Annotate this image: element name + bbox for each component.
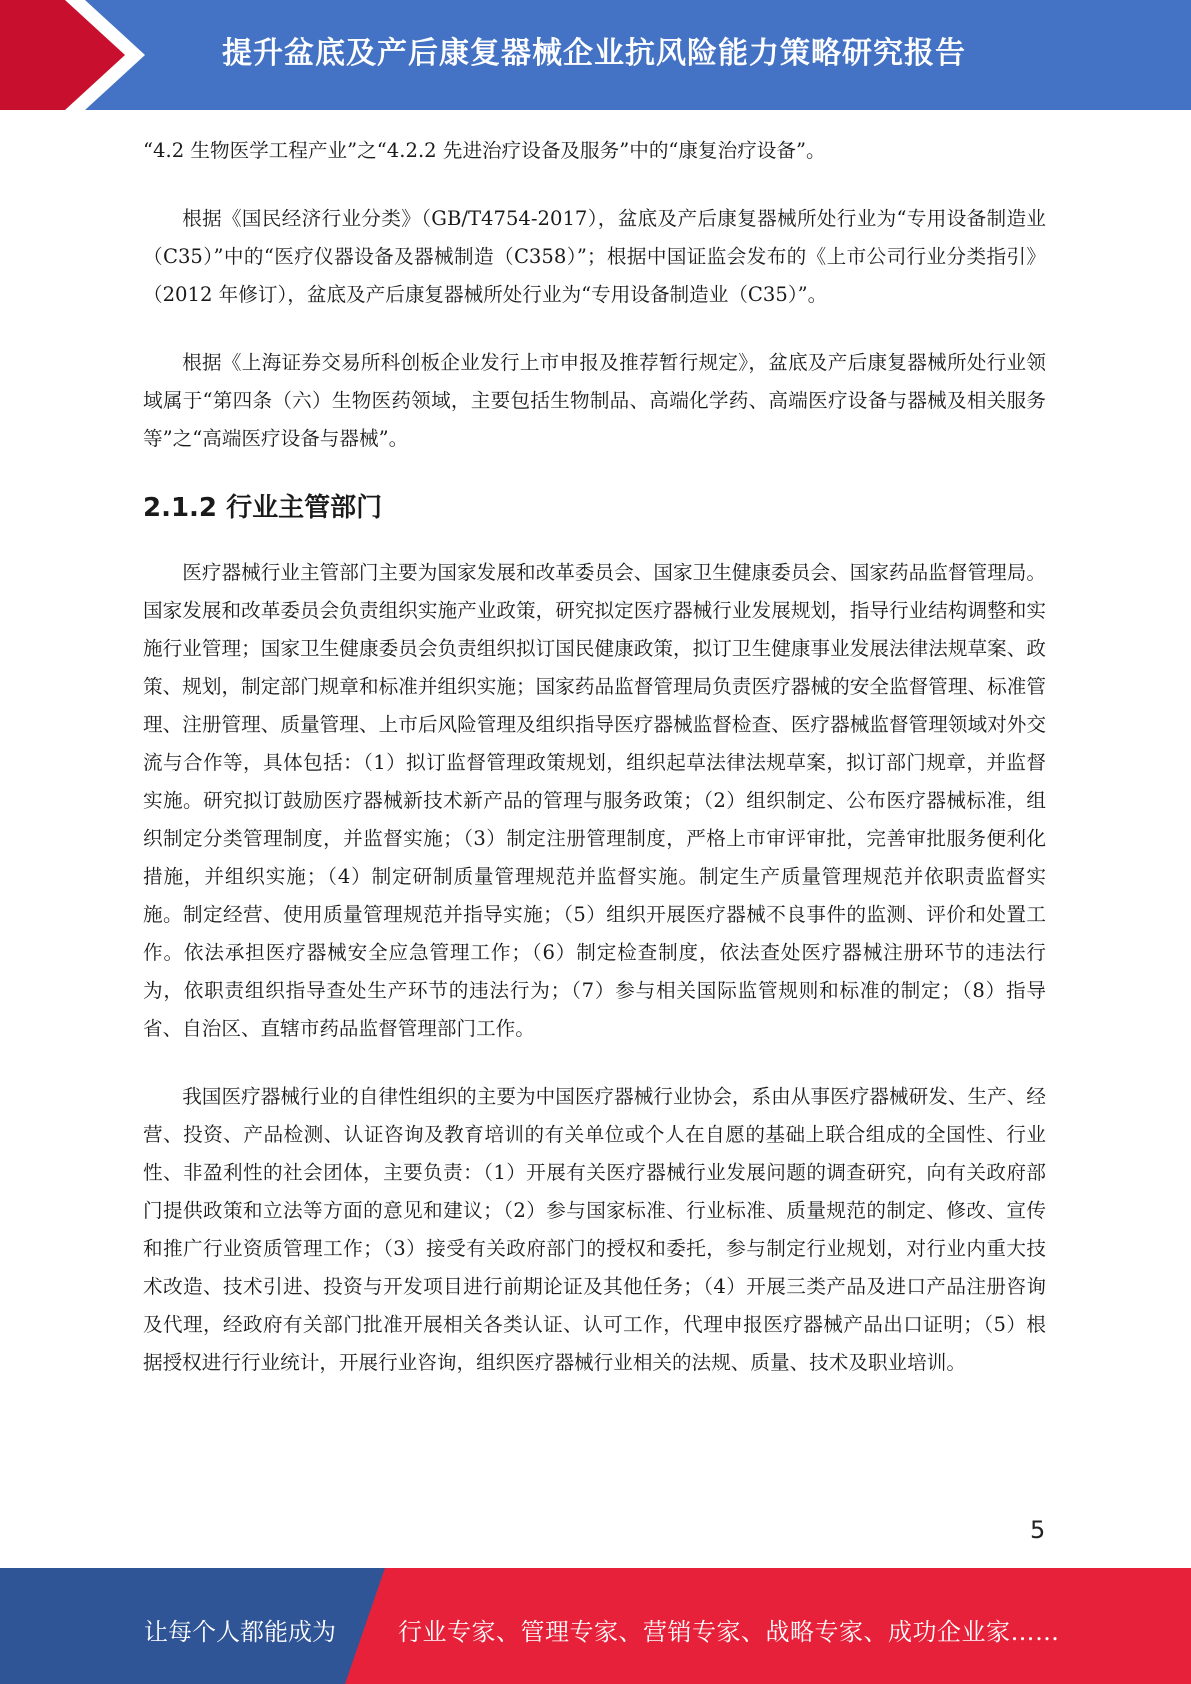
document-body — [143, 132, 1046, 1382]
page-header — [0, 0, 1191, 110]
page-footer — [0, 1568, 1191, 1684]
paragraph-industry-association: 我国医疗器械行业的自律性组织的主要为中国医疗器械行业协会，系由从事医疗器械研发、生产、经营、投资、产品检测、认证咨询及教育培训的有关单位或个人在自愿的基础上联合组成的全国性、行业性、非盈利性的社会团体，主要负责：（1）开展有关医疗器械行业发展问题的调查研究，向有关政府部门提供政策和立法等方面的意见和建议；（2）参与国家标准、行业标准、质量规范的制定、修改、宣传和推广行业资质管理工作；（3）接受有关政府部门的授权和委托，参与制定行业规划，对行业内重大技术改造、技术引进、投资与开发项目进行前期论证及其他任务；（4）开展三类产品及进口产品注册咨询及代理，经政府有关部门批准开展相关各类认证、认可工作，代理申报医疗器械产品出口证明；（5）根据授权进行行业统计，开展行业咨询，组织医疗器械行业相关的法规、质量、技术及职业培训。 — [143, 1085, 1046, 1374]
footer-slogan-right: 行业专家、管理专家、营销专家、战略专家、成功企业家…… — [398, 1618, 1060, 1646]
section-heading: 2.1.2 行业主管部门 — [143, 493, 383, 523]
footer-slogan-left: 让每个人都能成为 — [144, 1618, 336, 1646]
paragraph-industry-category: “4.2 生物医学工程产业”之“4.2.2 先进治疗设备及服务”中的“康复治疗设备”。 — [143, 139, 826, 162]
header-arrow-decoration — [0, 0, 200, 110]
paragraph-national-classification: 根据《国民经济行业分类》（GB/T4754-2017），盆底及产后康复器械所处行业为“专用设备制造业（C35）”中的“医疗仪器设备及器械制造（C358）”；根据中国证监会发布的《上市公司行业分类指引》（2012 年修订），盆底及产后康复器械所处行业为“专用设备制造业（C35）”。 — [143, 207, 1046, 306]
paragraph-regulatory-authorities: 医疗器械行业主管部门主要为国家发展和改革委员会、国家卫生健康委员会、国家药品监督管理局。国家发展和改革委员会负责组织实施产业政策，研究拟定医疗器械行业发展规划，指导行业结构调整和实施行业管理；国家卫生健康委员会负责组织拟订国民健康政策，拟订卫生健康事业发展法律法规草案、政策、规划，制定部门规章和标准并组织实施；国家药品监督管理局负责医疗器械的安全监督管理、标准管理、注册管理、质量管理、上市后风险管理及组织指导医疗器械监督检查、医疗器械监督管理领域对外交流与合作等，具体包括：（1）拟订监督管理政策规划，组织起草法律法规草案，拟订部门规章，并监督实施。研究拟订鼓励医疗器械新技术新产品的管理与服务政策；（2）组织制定、公布医疗器械标准，组织制定分类管理制度，并监督实施；（3）制定注册管理制度，严格上市审评审批，完善审批服务便利化措施，并组织实施；（4）制定研制质量管理规范并监督实施。制定生产质量管理规范并依职责监督实施。制定经营、使用质量管理规范并指导实施；（5）组织开展医疗器械不良事件的监测、评价和处置工作。依法承担医疗器械安全应急管理工作；（6）制定检查制度，依法查处医疗器械注册环节的违法行为，依职责组织指导查处生产环节的违法行为；（7）参与相关国际监管规则和标准的制定；（8）指导省、自治区、直辖市药品监督管理部门工作。 — [143, 561, 1046, 1040]
paragraph-sse-star-market: 根据《上海证券交易所科创板企业发行上市申报及推荐暂行规定》，盆底及产后康复器械所处行业领域属于“第四条（六）生物医药领域，主要包括生物制品、高端化学药、高端医疗设备与器械及相关服务等”之“高端医疗设备与器械”。 — [143, 351, 1046, 450]
page-number: 5 — [1030, 1516, 1046, 1544]
report-title: 提升盆底及产后康复器械企业抗风险能力策略研究报告 — [222, 36, 966, 71]
